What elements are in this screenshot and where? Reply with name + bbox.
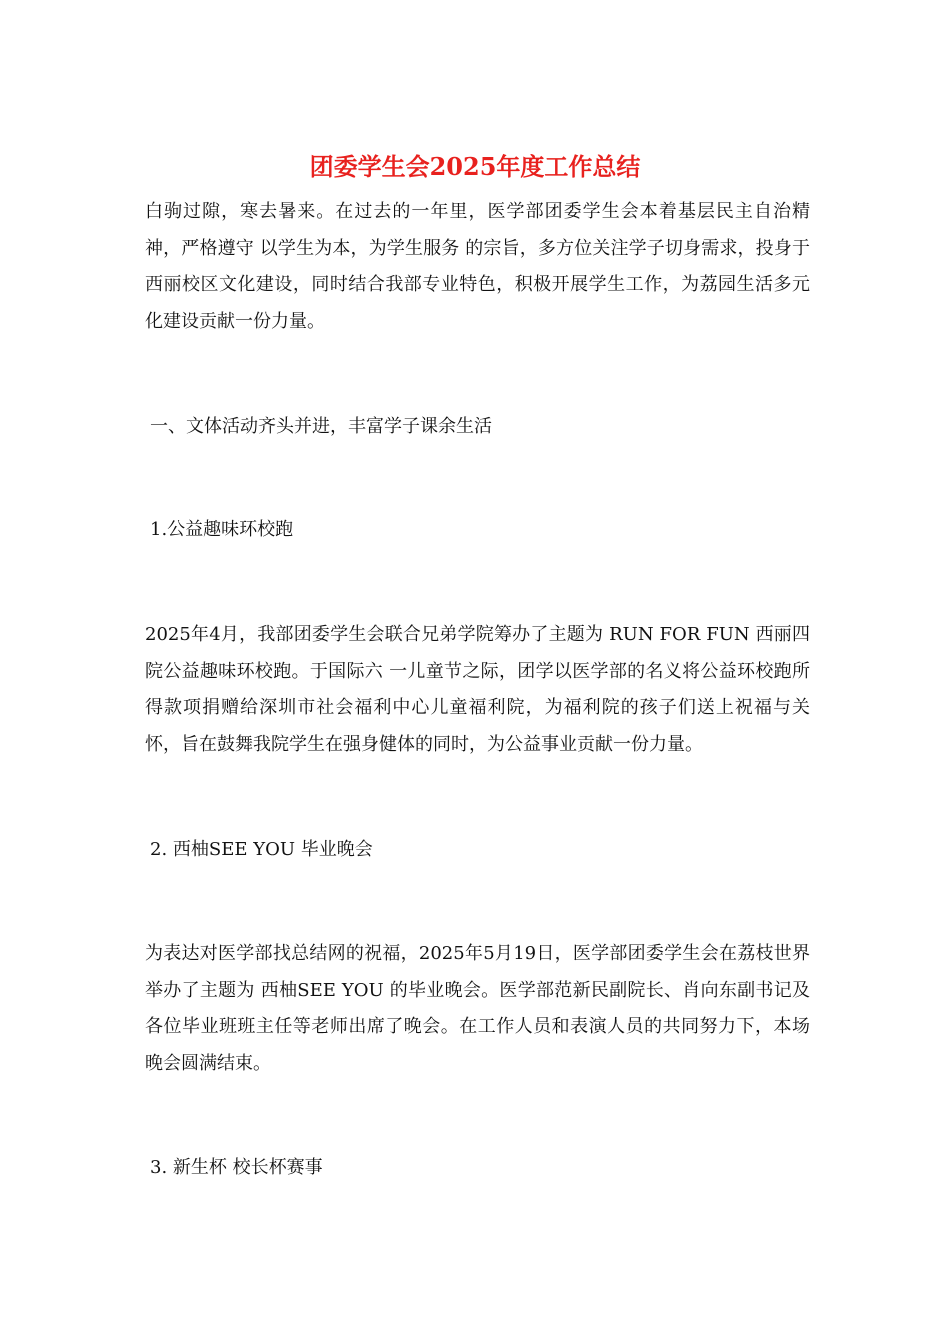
section-heading-1: 一、文体活动齐头并进，丰富学子课余生活 xyxy=(150,416,492,437)
intro-paragraph: 白驹过隙，寒去暑来。在过去的一年里，医学部团委学生会本着基层民主自治精神，严格遵守 以学生为本，为学生服务 的宗旨，多方位关注学子切身需求，投身于西丽校区文化建设，同时结合我部专业特色，积极开展学生工作，为荔园生活多元化建设贡献一份力量。 xyxy=(145,201,810,332)
item-heading-3: 3. 新生杯 校长杯赛事 xyxy=(150,1157,323,1178)
item-paragraph-2: 为表达对医学部找总结网的祝福，2025年5月19日，医学部团委学生会在荔枝世界举办了主题为 西柚SEE YOU 的毕业晚会。医学部范新民副院长、肖向东副书记及各位毕业班班主任等老师出席了晚会。在工作人员和表演人员的共同努力下，本场晚会圆满结束。 xyxy=(145,943,810,1074)
item-heading-2: 2. 西柚SEE YOU 毕业晚会 xyxy=(150,839,373,860)
item-heading-1: 1.公益趣味环校跑 xyxy=(150,519,294,540)
item-paragraph-1: 2025年4月，我部团委学生会联合兄弟学院筹办了主题为 RUN FOR FUN 西丽四院公益趣味环校跑。于国际六 一儿童节之际，团学以医学部的名义将公益环校跑所得款项捐赠给深圳市社会福利中心儿童福利院，为福利院的孩子们送上祝福与关怀，旨在鼓舞我院学生在强身健体的同时，为公益事业贡献一份力量。 xyxy=(145,624,810,755)
document-title: 团委学生会2025年度工作总结 xyxy=(309,152,641,181)
